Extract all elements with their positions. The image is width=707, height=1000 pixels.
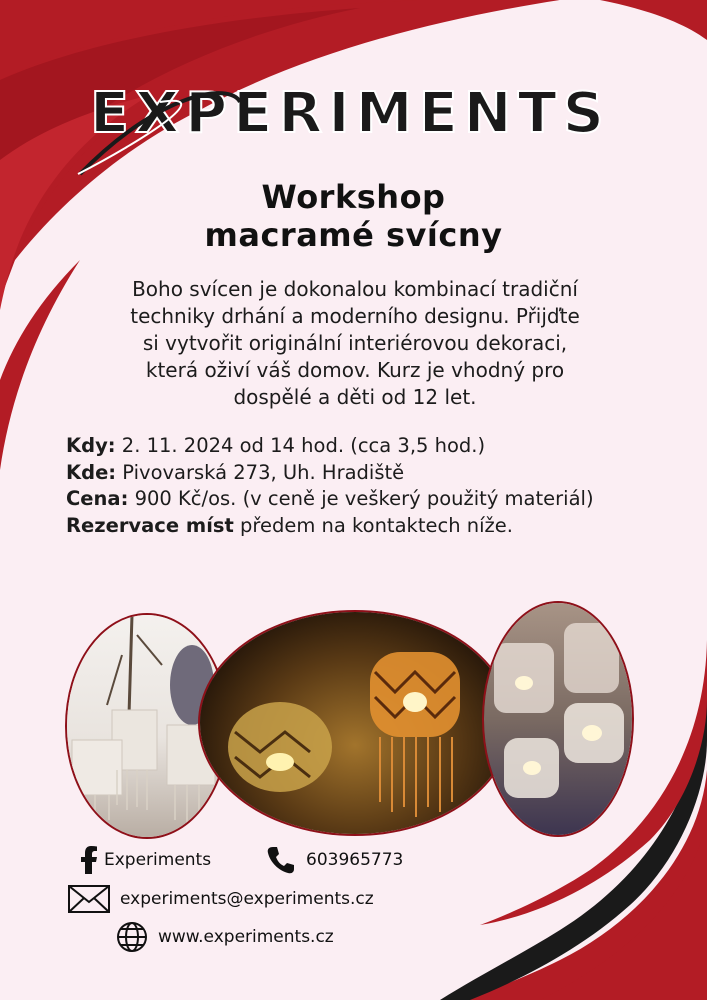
reservation-label: Rezervace míst	[66, 513, 234, 537]
price-label: Cena:	[66, 487, 129, 510]
where-label: Kde:	[66, 460, 117, 484]
web-address: www.experiments.cz	[158, 927, 334, 947]
contact-facebook[interactable]	[80, 845, 211, 875]
detail-when	[66, 433, 666, 460]
phone-icon	[266, 845, 296, 875]
contact-phone[interactable]	[266, 845, 403, 875]
envelope-icon	[68, 885, 110, 913]
title-line-2: macramé svícny	[204, 216, 503, 254]
workshop-title	[0, 178, 707, 254]
description-line: která oživí váš domov. Kurz je vhodný pro	[145, 358, 565, 382]
experiments-logo	[70, 62, 630, 182]
workshop-description	[60, 276, 650, 411]
facebook-icon	[80, 846, 98, 874]
price-value: 900 Kč/os. (v ceně je veškerý použitý materiál)	[128, 487, 594, 510]
when-value: 2. 11. 2024 od 14 hod. (cca 3,5 hod.)	[115, 434, 486, 457]
description-line: techniky drhání a moderního designu. Přijďte	[130, 304, 580, 328]
reservation-value: předem na kontaktech níže.	[233, 513, 513, 537]
photo-candles-right	[484, 603, 632, 835]
description-line: Boho svícen je dokonalou kombinací tradiční	[132, 277, 578, 301]
workshop-details	[66, 433, 666, 539]
globe-icon	[116, 921, 148, 953]
email-address: experiments@experiments.cz	[120, 889, 374, 909]
description-line: si vytvořit originální interiérovou dekoraci,	[142, 331, 568, 355]
detail-reservation	[66, 513, 666, 540]
contact-web[interactable]	[116, 920, 334, 954]
photo-candles-center	[200, 612, 510, 834]
when-label: Kdy:	[66, 434, 116, 457]
title-line-1: Workshop	[261, 178, 446, 216]
description-line: dospělé a děti od 12 let.	[233, 385, 477, 409]
detail-price	[66, 486, 666, 513]
phone-number: 603965773	[306, 850, 404, 870]
where-value: Pivovarská 273, Uh. Hradiště	[116, 460, 405, 484]
facebook-label: Experiments	[104, 850, 212, 870]
logo-text: EXPERIMENTS	[90, 81, 610, 146]
detail-where	[66, 460, 666, 487]
contact-email[interactable]	[68, 884, 374, 914]
